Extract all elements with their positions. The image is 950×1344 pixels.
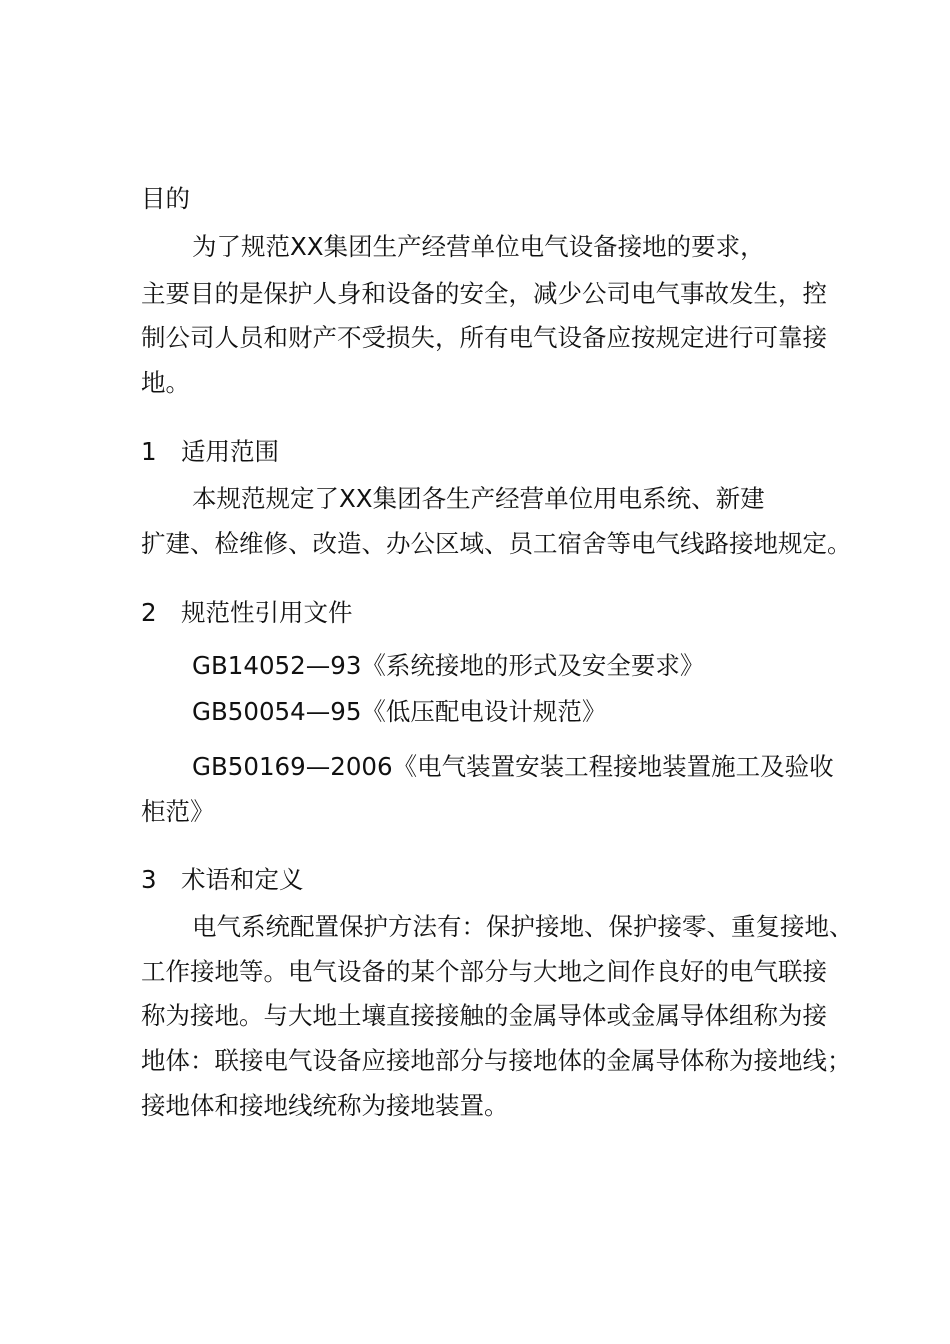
scope-heading	[141, 436, 279, 468]
purpose-line-4: 地。	[141, 368, 190, 397]
purpose-line-1: 为了规范XX集团生产经营单位电气设备接地的要求，	[192, 232, 765, 261]
terms-heading	[141, 864, 304, 896]
reference-item-1: GB14052—93《系统接地的形式及安全要求》	[192, 651, 705, 680]
terms-number: 3	[141, 865, 157, 894]
references-title: 规范性引用文件	[181, 598, 353, 627]
reference-item-2: GB50054—95《低压配电设计规范》	[192, 697, 607, 726]
purpose-line-3: 制公司人员和财产不受损失，所有电气设备应按规定进行可靠接	[141, 323, 827, 352]
references-number: 2	[141, 598, 157, 627]
reference-item-3: GB50169—2006《电气装置安装工程接地装置施工及验收	[192, 752, 834, 781]
purpose-heading: 目的	[141, 184, 190, 213]
scope-number: 1	[141, 437, 157, 466]
scope-line-1: 本规范规定了XX集团各生产经营单位用电系统、新建	[192, 484, 765, 513]
scope-line-2: 扩建、检维修、改造、办公区域、员工宿舍等电气线路接地规定。	[141, 529, 852, 558]
terms-line-3: 称为接地。与大地土壤直接接触的金属导体或金属导体组称为接	[141, 1001, 827, 1030]
terms-line-2: 工作接地等。电气设备的某个部分与大地之间作良好的电气联接	[141, 957, 827, 986]
references-heading	[141, 597, 353, 629]
purpose-line-2: 主要目的是保护人身和设备的安全，减少公司电气事故发生，控	[141, 279, 827, 308]
terms-line-4: 地体：联接电气设备应接地部分与接地体的金属导体称为接地线；	[141, 1046, 852, 1075]
scope-title: 适用范围	[181, 437, 279, 466]
terms-title: 术语和定义	[181, 865, 304, 894]
terms-line-5: 接地体和接地线统称为接地装置。	[141, 1091, 509, 1120]
reference-item-3-cont: 柜范》	[141, 797, 215, 826]
terms-line-1: 电气系统配置保护方法有：保护接地、保护接零、重复接地、	[192, 912, 854, 941]
